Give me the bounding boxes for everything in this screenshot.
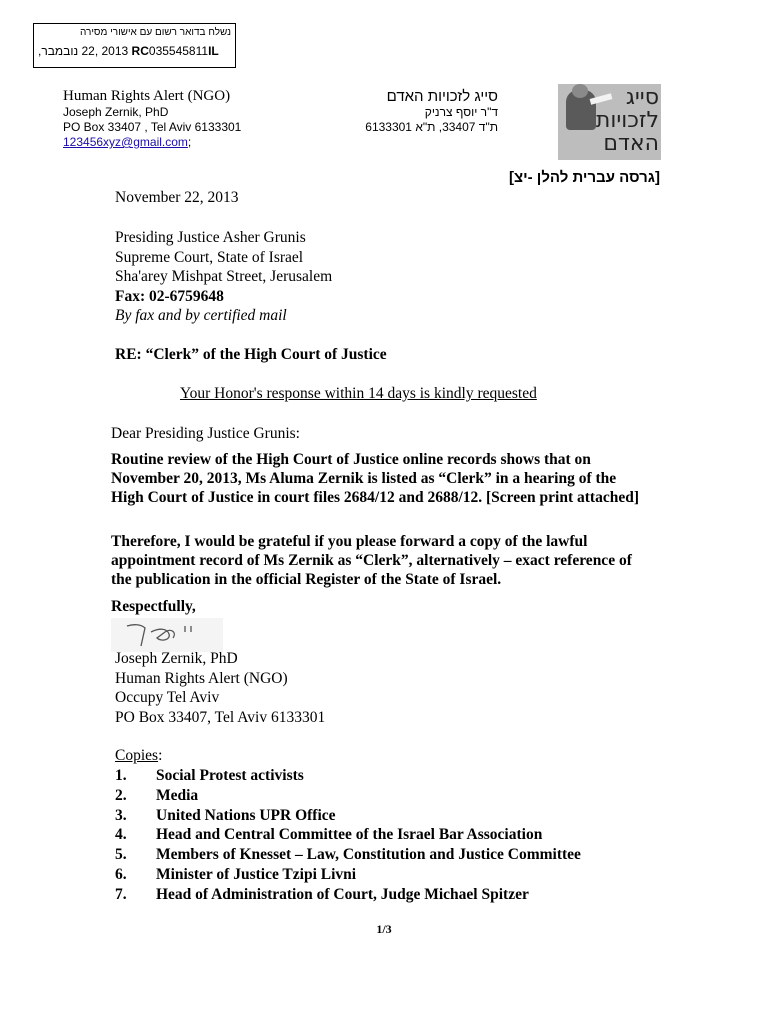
stamp-line2 — [38, 44, 219, 58]
list-item — [115, 885, 581, 905]
signer-line: Human Rights Alert (NGO) — [115, 669, 288, 687]
list-item — [115, 825, 581, 845]
handwritten-signature — [111, 618, 223, 652]
letter-date: November 22, 2013 — [115, 189, 239, 206]
list-number: 2. — [115, 786, 127, 804]
closing: Respectfully, — [111, 598, 196, 615]
list-number: 1. — [115, 767, 127, 784]
stamp-line1: נשלח בדואר רשום עם אישורי מסירה — [79, 27, 231, 38]
salutation: Dear Presiding Justice Grunis: — [111, 425, 300, 442]
org-name-en: Human Rights Alert (NGO) — [63, 88, 231, 104]
list-text: Members of Knesset – Law, Constitution and Justice Committee — [156, 846, 581, 864]
logo-text: סייג לזכויות האדם — [595, 85, 659, 156]
recipient-block — [115, 228, 332, 326]
list-item — [115, 845, 581, 865]
list-item — [115, 865, 581, 885]
list-item — [115, 786, 581, 806]
paragraph-1: Routine review of the High Court of Justice online records shows that on November 20, 2013, Ms Aluma Zernik is listed as “Clerk” in a hearing of the High Court of Justice in court files 2684/12 and 2688/12. [Screen print attached] — [111, 451, 639, 506]
signer-block — [115, 649, 325, 727]
list-number: 6. — [115, 865, 127, 883]
list-number: 4. — [115, 826, 127, 844]
copies-list — [115, 766, 581, 905]
letterhead-english — [63, 88, 241, 150]
list-number: 5. — [115, 846, 127, 864]
list-text: Social Protest activists — [156, 767, 304, 784]
recipient-line: Presiding Justice Asher Grunis — [115, 229, 306, 246]
copies-heading — [115, 746, 162, 766]
list-number: 3. — [115, 806, 127, 824]
email-link[interactable]: 123456xyz@gmail.com — [63, 135, 188, 149]
copies-colon: : — [158, 747, 163, 764]
author-name-he: ד"ר יוסף צרניק — [424, 105, 498, 119]
list-number: 7. — [115, 885, 127, 903]
list-text: Minister of Justice Tzipi Livni — [156, 865, 357, 883]
list-text: Head and Central Committee of the Israel Bar Association — [156, 826, 543, 844]
signer-line: PO Box 33407, Tel Aviv 6133301 — [115, 708, 326, 726]
list-item — [115, 766, 581, 786]
stamp-rc-number: 035545811 — [148, 44, 209, 58]
stamp-date: 2013 ,22 נובמבר, — [38, 44, 129, 58]
address-en: PO Box 33407 , Tel Aviv 6133301 — [63, 120, 242, 134]
recipient-line: Sha'arey Mishpat Street, Jerusalem — [115, 268, 333, 285]
org-logo — [558, 84, 661, 160]
certified-mail-stamp — [33, 23, 236, 68]
stamp-rc-suffix: IL — [208, 44, 219, 58]
subject-line: RE: “Clerk” of the High Court of Justice — [115, 346, 387, 363]
address-he: ת"ד 33407, ת"א 6133301 — [365, 120, 498, 134]
response-request: Your Honor's response within 14 days is kindly requested — [180, 385, 537, 402]
list-text: Head of Administration of Court, Judge Michael Spitzer — [156, 885, 529, 903]
list-item — [115, 806, 581, 826]
author-name-en: Joseph Zernik, PhD — [63, 105, 169, 119]
copies-label: Copies — [115, 747, 159, 764]
hebrew-version-note: [גרסה עברית להלן -יצ] — [508, 169, 660, 186]
paragraph-2: Therefore, I would be grateful if you please forward a copy of the lawful appointment record of Ms Zernik as “Clerk”, alternatively – exact reference of the publication in the official Register of the State of Israel. — [111, 533, 632, 588]
org-name-he: סייג לזכויות האדם — [386, 88, 498, 105]
stamp-rc-prefix: RC — [131, 44, 149, 58]
signer-line: Occupy Tel Aviv — [115, 689, 220, 706]
signer-line: Joseph Zernik, PhD — [115, 650, 238, 667]
list-text: United Nations UPR Office — [156, 806, 336, 824]
delivery-method: By fax and by certified mail — [115, 307, 287, 324]
page-number: 1/3 — [376, 922, 392, 936]
letterhead-hebrew — [365, 88, 498, 135]
recipient-line: Supreme Court, State of Israel — [115, 248, 304, 266]
list-text: Media — [156, 786, 199, 804]
recipient-fax: Fax: 02-6759648 — [115, 287, 224, 305]
email-tail: ; — [187, 135, 192, 149]
